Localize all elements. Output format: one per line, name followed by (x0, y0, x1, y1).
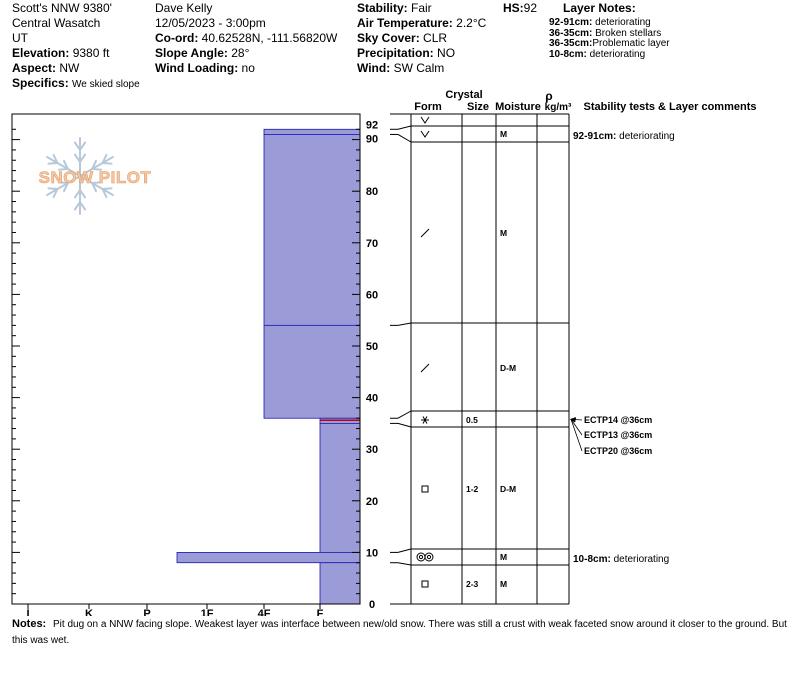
hardness-tick-label: 4F (257, 608, 271, 616)
header-rho: ρ (545, 89, 553, 103)
depth-tick-label: 30 (365, 444, 379, 457)
layer-comment-text: deteriorating (610, 554, 670, 565)
crystal-form-wet-grains-icon (421, 117, 429, 123)
crystal-form-faceted-icon (422, 486, 428, 492)
header-crystal: Crystal (445, 89, 483, 101)
hardness-tick-label: F (316, 608, 324, 616)
coordinates: Co-ord: 40.62528N, -111.56820W (155, 31, 338, 45)
layer-table (390, 114, 569, 604)
depth-tick-label: 40 (365, 392, 379, 405)
stability-test-arrow (571, 419, 582, 435)
depth-tick-label: 80 (365, 186, 379, 199)
notes (12, 616, 797, 649)
moisture-value: D-M (500, 484, 517, 494)
layer-note-item: 92-91cm: deteriorating (549, 17, 651, 28)
crystal-form-faceted-icon (422, 581, 428, 587)
header-moisture: Moisture (495, 101, 541, 113)
layer-comment-range: 92-91cm: (573, 131, 617, 142)
stability-test-label: ECTP14 @36cm (584, 415, 653, 425)
stability-tests (570, 415, 652, 456)
stability: Stability: Fair (357, 1, 432, 15)
crystal-size: 0.5 (466, 415, 478, 425)
stability-test-label: ECTP20 @36cm (584, 446, 653, 456)
wind-loading: Wind Loading: no (155, 61, 255, 75)
layer-boundary-connector (398, 563, 411, 565)
hardness-bar-1 (264, 134, 360, 325)
snowpilot-logo-text: SNOW PILOT (38, 168, 152, 187)
hardness-bar-0 (264, 129, 360, 134)
sky-cover: Sky Cover: CLR (357, 31, 448, 45)
layer-boundary-connector (398, 134, 411, 142)
wind: Wind: SW Calm (357, 61, 445, 75)
hardness-axis (26, 604, 323, 616)
hardness-bar-2 (264, 325, 360, 418)
header-density: kg/m³ (544, 102, 572, 113)
crystal-size: 1-2 (466, 484, 479, 494)
notes-label: Notes: (12, 618, 47, 630)
crystal-form-wet-grains-icon (421, 131, 429, 137)
layer-comment-range: 10-8cm: (573, 554, 611, 565)
layer-comments (573, 131, 675, 565)
layer-notes-title: Layer Notes: (563, 1, 636, 15)
snowpilot-logo (39, 138, 152, 214)
crystal-form-decomposing-icon (421, 364, 429, 372)
header-form: Form (414, 101, 442, 113)
depth-tick-label: 20 (365, 495, 379, 508)
hardness-tick-label: K (85, 608, 93, 616)
hardness-bars (177, 129, 360, 604)
layer-boundary-connector (398, 423, 411, 427)
layer-comment (573, 554, 669, 565)
header-size: Size (466, 101, 490, 113)
layer-boundary-connector (398, 411, 411, 418)
depth-tick-label: 0 (368, 599, 376, 611)
location-state: UT (12, 31, 28, 45)
layer-comment-text: deteriorating (616, 131, 675, 142)
depth-tick-label: 10 (365, 547, 379, 560)
moisture-value: D-M (500, 363, 517, 373)
moisture-value: M (500, 552, 508, 562)
air-temperature: Air Temperature: 2.2°C (357, 16, 487, 30)
hardness-bar-6 (320, 563, 360, 604)
flake-branch (49, 163, 58, 164)
layer-comment (573, 131, 675, 142)
crystal-size: 2-3 (466, 579, 479, 589)
moisture-value: M (500, 579, 508, 589)
layer-note-item: 36-35cm:Problematic layer (549, 38, 670, 49)
datetime: 12/05/2023 - 3:00pm (155, 16, 266, 30)
layer-note-item: 10-8cm: deteriorating (549, 48, 646, 60)
hardness-tick-label: I (26, 608, 30, 616)
depth-tick-label: 70 (365, 237, 379, 250)
depth-tick-label: 50 (365, 341, 379, 353)
precipitation: Precipitation: NO (357, 46, 456, 60)
elevation: Elevation: 9380 ft (12, 46, 110, 60)
header-tests: Stability tests & Layer comments (583, 101, 757, 113)
moisture-value: M (500, 228, 508, 238)
layer-boundary-connector (398, 126, 411, 129)
layer-table-cells (417, 117, 516, 589)
location-range: Central Wasatch (12, 16, 101, 30)
aspect: Aspect: NW (12, 61, 80, 75)
flake-branch (103, 163, 112, 164)
observer: Dave Kelly (155, 1, 213, 15)
flake-branch (49, 188, 58, 189)
moisture-value: M (500, 129, 508, 139)
hardness-tick-label: P (143, 608, 151, 616)
layer-note-item: 36-35cm: Broken stellars (549, 27, 662, 39)
crystal-form-melt-freeze-icon (417, 553, 433, 561)
notes-text: Pit dug on a NNW facing slope. Weakest layer was interface between new/old snow. There was still a crust with weak faceted snow around it closer to the ground. But this was wet. (12, 619, 787, 646)
slope-angle: Slope Angle: 28° (155, 46, 250, 60)
depth-tick-label: 92 (365, 119, 379, 132)
location-name: Scott's NNW 9380' (12, 1, 112, 15)
hardness-bar-4 (320, 423, 360, 552)
flake-branch (103, 188, 112, 189)
hardness-bar-5 (177, 552, 360, 562)
snow-height: HS:92 (503, 1, 538, 15)
crystal-form-stellar-icon (421, 417, 429, 424)
specifics: Specifics: We skied slope (12, 76, 140, 90)
stability-test-arrow (571, 419, 582, 451)
hardness-tick-label: 1F (200, 608, 214, 616)
layer-boundary-connector (398, 323, 411, 325)
depth-tick-label: 90 (365, 133, 379, 146)
stability-test-label: ECTP13 @36cm (584, 430, 653, 440)
layer-boundary-connector (398, 549, 411, 552)
depth-tick-label: 60 (365, 289, 379, 302)
crystal-form-decomposing-icon (421, 229, 429, 237)
